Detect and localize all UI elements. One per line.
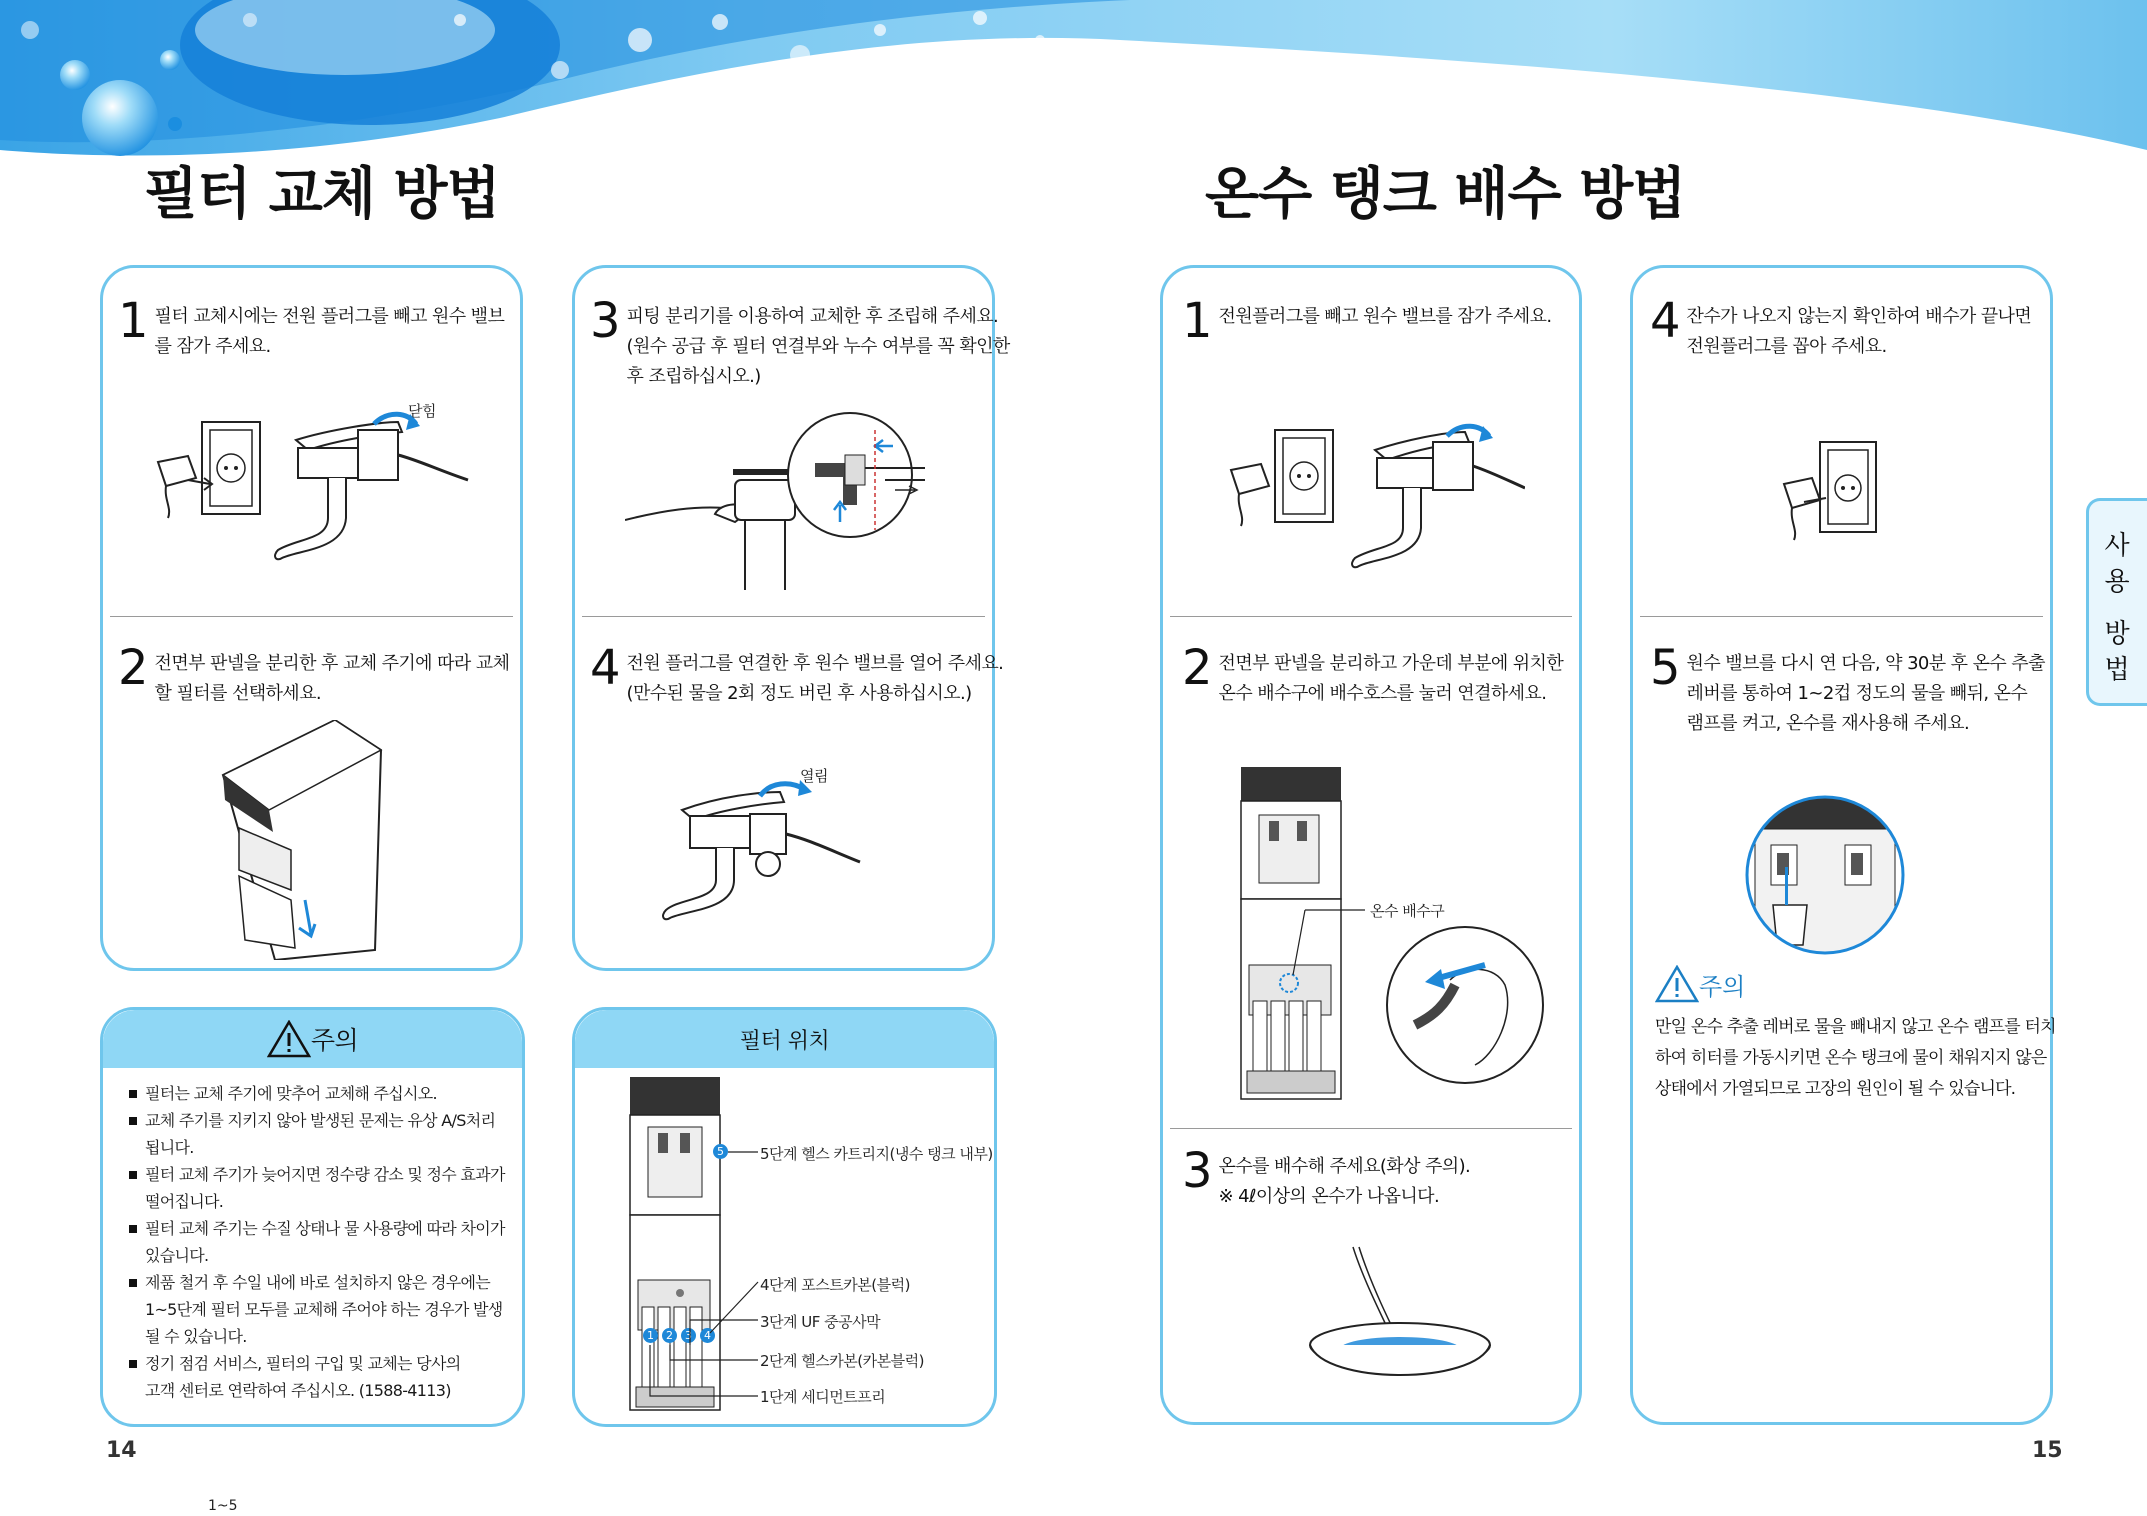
filter-step-3 (590, 293, 1010, 392)
step-text: 전면부 판넬을 분리하고 가운데 부분에 위치한 온수 배수구에 배수호스를 눌러 연결하세요. (1218, 653, 1564, 704)
closed-callout: 닫힘 (408, 402, 436, 420)
warning-heading: 주의 (1699, 972, 1746, 1001)
step-text: 전원 플러그를 연결한 후 원수 밸브를 열어 주세요. (만수된 물을 2회 정도 버린 후 사용하십시오.) (626, 653, 1004, 704)
step-text: 잔수가 나오지 않는지 확인하여 배수가 끝나면 전원플러그를 꼽아 주세요. (1686, 306, 2032, 357)
step-number: 1 (1182, 293, 1213, 349)
step-number: 4 (590, 640, 621, 696)
page-number-right: 15 (2032, 1438, 2063, 1463)
drain-step-4 (1650, 293, 2032, 362)
divider (1170, 616, 1572, 617)
step-number: 2 (118, 640, 149, 696)
filter-label-stage3: 3단계 UF 중공사막 (760, 1313, 881, 1331)
page-number-left: 14 (106, 1438, 137, 1463)
drain-bowl-illustration (1305, 1245, 1495, 1395)
list-item: 제품 철거 후 수일 내에 바로 설치하지 않은 경우에는 1~5단계 필터 모두를 교체해 주어야 하는 경우가 발생 될 수 있습니다. (127, 1269, 505, 1350)
drain-step-3 (1182, 1143, 1471, 1212)
valve-open-illustration (660, 770, 870, 930)
filter-step-4 (590, 640, 1004, 709)
step-number: 1 (118, 293, 149, 349)
filter-marker-4: 4 (700, 1328, 715, 1343)
page-title-filter-replacement: 필터 교체 방법 (144, 162, 500, 227)
footnote: 1~5 (208, 1498, 238, 1514)
outlet-plug-illustration (1780, 440, 1900, 550)
warning-triangle-icon (1655, 965, 1699, 1003)
hot-lever-cup-illustration (1745, 795, 1905, 955)
divider (1170, 1128, 1572, 1129)
filter-location-heading: 필터 위치 (739, 1028, 830, 1054)
list-item: 교체 주기를 지키지 않아 발생된 문제는 유상 A/S처리 됩니다. (127, 1107, 505, 1161)
warning-heading-row (1655, 965, 1745, 1003)
step-text: 피팅 분리기를 이용하여 교체한 후 조립해 주세요. (원수 공급 후 필터 연결부와 누수 여부를 꼭 확인한 후 조립하십시오.) (626, 306, 1010, 387)
step-text: 전원플러그를 빼고 원수 밸브를 잠가 주세요. (1218, 306, 1552, 327)
drain-step-5 (1650, 640, 2045, 739)
divider (1640, 616, 2043, 617)
drain-step-2 (1182, 640, 1564, 709)
filter-label-stage1: 1단계 세디먼트프리 (760, 1388, 886, 1406)
side-tab-char: 사 (2104, 531, 2130, 561)
side-tab-char: 용 (2104, 567, 2130, 597)
outlet-valve-illustration (1225, 420, 1525, 580)
side-tab-char: 법 (2104, 655, 2130, 685)
outlet-valve-illustration (148, 400, 478, 570)
list-item: 필터는 교체 주기에 맞추어 교체해 주십시오. (127, 1080, 505, 1107)
filter-label-stage5: 5단계 헬스 카트리지(냉수 탱크 내부) (760, 1145, 993, 1163)
filter-leader-lines (640, 1150, 760, 1400)
caution-header (103, 1010, 522, 1068)
purifier-side-illustration (215, 720, 395, 960)
hot-drain-outlet-callout: 온수 배수구 (1370, 902, 1445, 920)
filter-step-1 (118, 293, 505, 362)
filter-marker-2: 2 (662, 1328, 677, 1343)
step-number: 5 (1650, 640, 1681, 696)
list-item: 정기 점검 서비스, 필터의 구입 및 교체는 당사의 고객 센터로 연락하여 주십시오. (1588-4113) (127, 1350, 505, 1404)
step-text: 온수를 배수해 주세요(화상 주의). ※ 4ℓ이상의 온수가 나옵니다. (1218, 1156, 1471, 1207)
drain-step-1 (1182, 293, 1552, 349)
warning-triangle-icon (267, 1020, 311, 1058)
filter-marker-1: 1 (643, 1328, 658, 1343)
filter-location-header (575, 1010, 994, 1068)
step-number: 3 (590, 293, 621, 349)
open-callout: 열림 (800, 767, 828, 785)
water-banner (0, 0, 2147, 160)
step-text: 전면부 판넬을 분리한 후 교체 주기에 따라 교체 할 필터를 선택하세요. (154, 653, 510, 704)
divider (110, 616, 513, 617)
fitting-separator-illustration (625, 410, 970, 590)
filter-label-stage4: 4단계 포스트카본(블럭) (760, 1276, 910, 1294)
hot-drain-diagram (1235, 765, 1545, 1105)
filter-label-stage2: 2단계 헬스카본(카본블럭) (760, 1352, 924, 1370)
step-number: 4 (1650, 293, 1681, 349)
side-tab-char: 방 (2104, 619, 2130, 649)
list-item: 필터 교체 주기는 수질 상태나 물 사용량에 따라 차이가 있습니다. (127, 1215, 505, 1269)
filter-marker-5: 5 (713, 1144, 728, 1159)
filter-step-2 (118, 640, 510, 709)
side-tab-usage[interactable] (2086, 498, 2147, 706)
step-number: 3 (1182, 1143, 1213, 1199)
page-title-hot-tank-drain: 온수 탱크 배수 방법 (1205, 162, 1686, 227)
caution-heading: 주의 (310, 1026, 359, 1055)
filter-marker-3: 3 (681, 1328, 696, 1343)
warning-text: 만일 온수 추출 레버로 물을 빼내지 않고 온수 램프를 터치 하여 히터를 가동시키면 온수 탱크에 물이 채워지지 않은 상태에서 가열되므로 고장의 원인이 될 수 있습니다. (1655, 1017, 2056, 1099)
caution-list (127, 1080, 505, 1404)
step-number: 2 (1182, 640, 1213, 696)
list-item: 필터 교체 주기가 늦어지면 정수량 감소 및 정수 효과가 떨어집니다. (127, 1161, 505, 1215)
step-text: 원수 밸브를 다시 연 다음, 약 30분 후 온수 추출 레버를 통하여 1~2컵 정도의 물을 빼뒤, 온수 램프를 켜고, 온수를 재사용해 주세요. (1686, 653, 2045, 734)
step-text: 필터 교체시에는 전원 플러그를 빼고 원수 밸브 를 잠가 주세요. (154, 306, 505, 357)
divider (582, 616, 985, 617)
